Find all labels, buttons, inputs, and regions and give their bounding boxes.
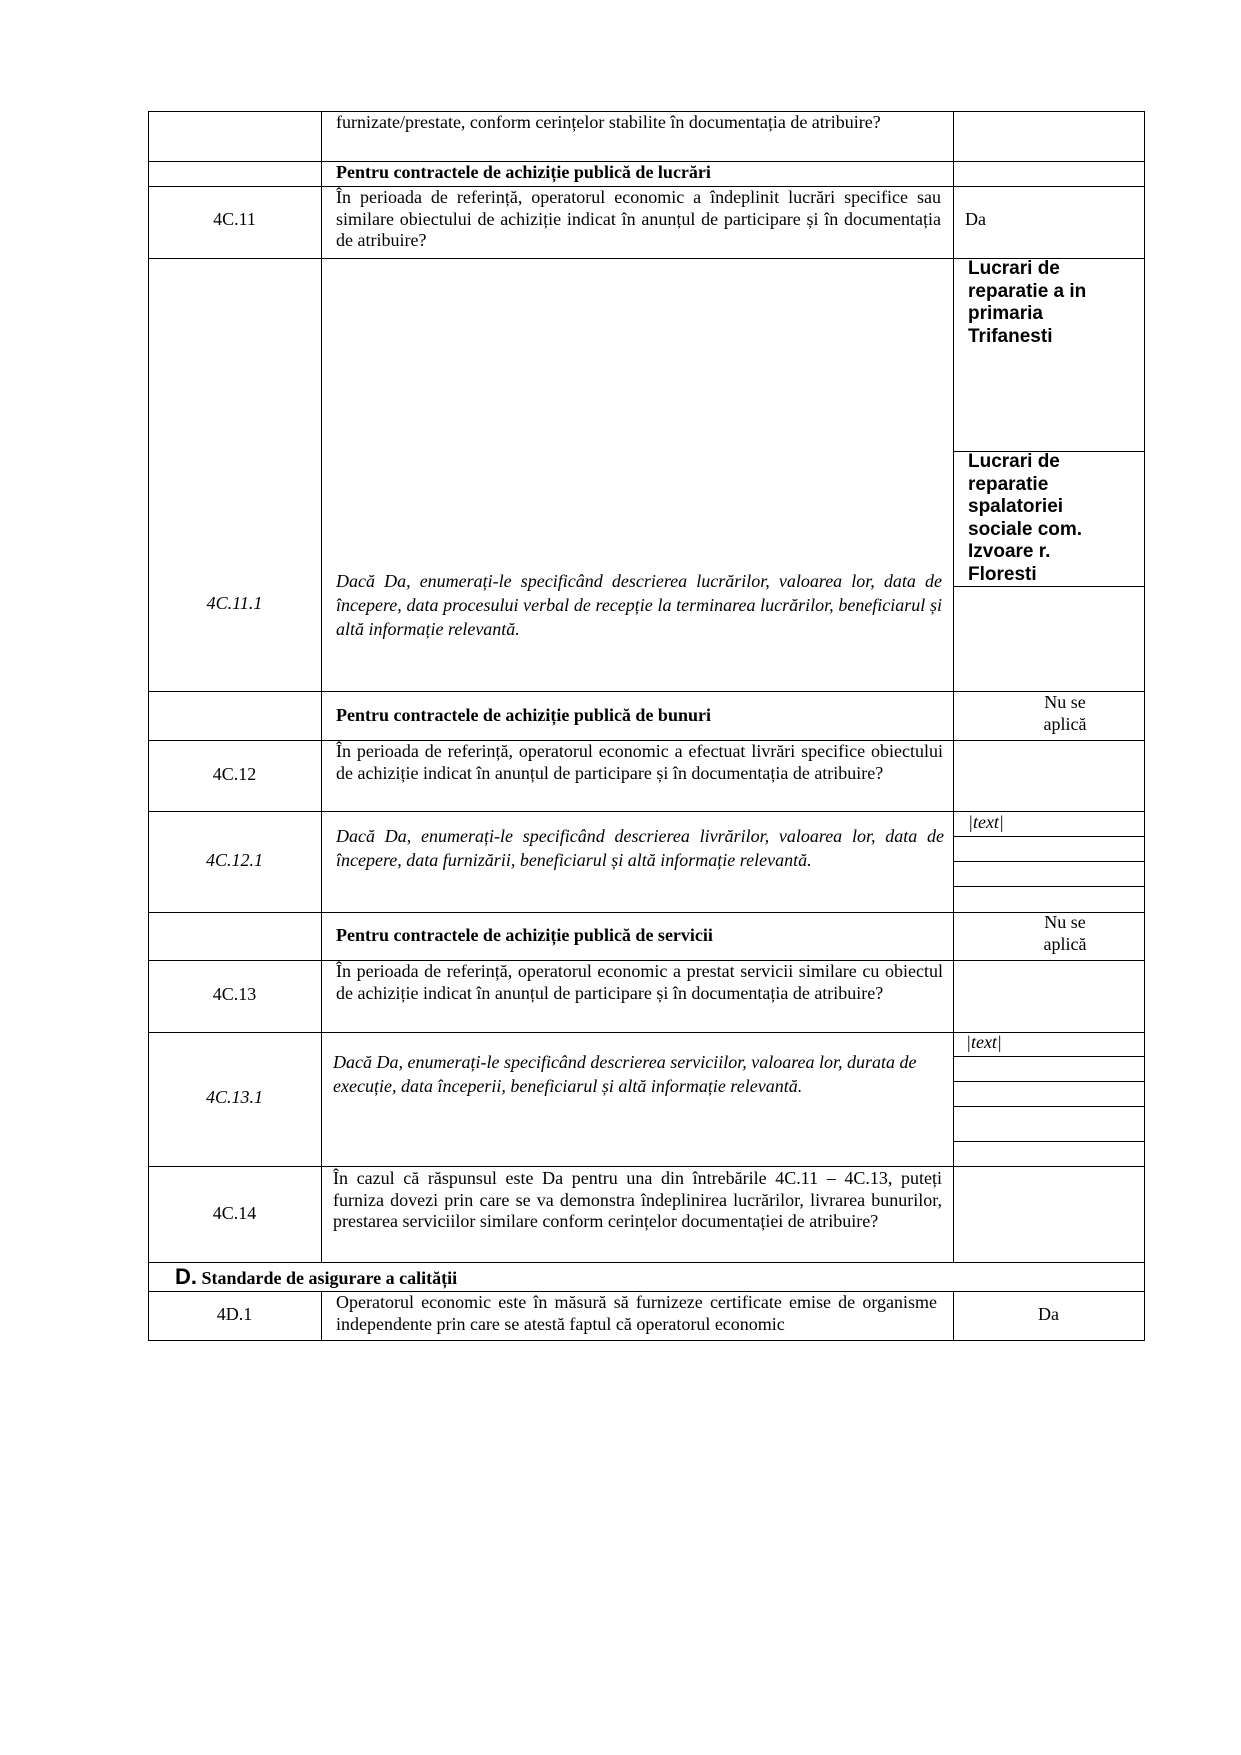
row-id-4c121: 4C.12.1 bbox=[205, 850, 263, 870]
answer-4c131: |text| bbox=[966, 1032, 1002, 1052]
question-4d1: Operatorul economic este în măsură să furnizeze certificate emise de organisme independente prin care se atestă faptul că operatorul economic bbox=[336, 1292, 937, 1334]
answer-bunuri: Nu se aplică bbox=[1043, 692, 1087, 734]
row-id-4c131: 4C.13.1 bbox=[205, 1087, 263, 1107]
question-4c131: Dacă Da, enumerați-le specificând descrierea serviciilor, valoarea lor, durata de execuție, data începerii, beneficiarul și altă informație relevantă. bbox=[333, 1052, 917, 1096]
question-4c13: În perioada de referință, operatorul economic a prestat servicii similare cu obiectul de achiziție indicat în anunțul de participare și în documentația de atribuire? bbox=[336, 961, 943, 1003]
section-d-letter: D. bbox=[175, 1264, 197, 1289]
question-4c111: Dacă Da, enumerați-le specificând descrierea lucrărilor, valoarea lor, data de începere, data procesului verbal de recepție la terminarea lucrărilor, beneficiarul și altă informație relevantă. bbox=[336, 571, 942, 639]
section-header-servicii: Pentru contractele de achiziție publică de servicii bbox=[336, 925, 713, 945]
question-4c121: Dacă Da, enumerați-le specificând descrierea livrărilor, valoarea lor, data de începere, data furnizării, beneficiarul și altă informație relevantă. bbox=[336, 826, 944, 870]
continuation-question: furnizate/prestate, conform cerințelor stabilite în documentația de atribuire? bbox=[336, 112, 881, 132]
answer-4d1: Da bbox=[1038, 1304, 1059, 1324]
question-4c14: În cazul că răspunsul este Da pentru una din întrebările 4C.11 – 4C.13, puteți furniza dovezi prin care se va demonstra îndeplinirea lucrărilor, livrarea bunurilor, prestarea serviciilor similare conform cerințelor documentației de atribuire? bbox=[333, 1168, 942, 1231]
section-header-lucrari: Pentru contractele de achiziție publică de lucrări bbox=[336, 162, 711, 182]
row-id-4c14: 4C.14 bbox=[212, 1203, 257, 1223]
answer-4c121: |text| bbox=[968, 812, 1004, 832]
answer-4c11: Da bbox=[965, 209, 986, 229]
row-id-4c111: 4C.11.1 bbox=[206, 593, 263, 613]
section-d-title: Standarde de asigurare a calității bbox=[201, 1268, 458, 1288]
row-id-4c11: 4C.11 bbox=[213, 209, 256, 229]
question-4c11: În perioada de referință, operatorul economic a îndeplinit lucrări specifice sau similare obiectului de achiziție indicat în anunțul de participare și în documentația de atribuire? bbox=[336, 187, 941, 250]
row-id-4d1: 4D.1 bbox=[216, 1304, 253, 1324]
answer-4c111-entry-2: Lucrari de reparatie spalatoriei sociale com. Izvoare r. Floresti bbox=[968, 451, 1083, 585]
question-4c12: În perioada de referință, operatorul economic a efectuat livrări specifice obiectului de achiziție indicat în anunțul de participare și în documentația de atribuire? bbox=[336, 741, 943, 783]
section-header-bunuri: Pentru contractele de achiziție publică de bunuri bbox=[336, 705, 711, 725]
answer-servicii: Nu se aplică bbox=[1043, 912, 1087, 954]
section-d-header bbox=[175, 1263, 1075, 1292]
row-id-4c13: 4C.13 bbox=[212, 984, 257, 1004]
answer-4c111-entry-1: Lucrari de reparatie a in primaria Trifanesti bbox=[968, 258, 1087, 347]
row-id-4c12: 4C.12 bbox=[212, 764, 257, 784]
